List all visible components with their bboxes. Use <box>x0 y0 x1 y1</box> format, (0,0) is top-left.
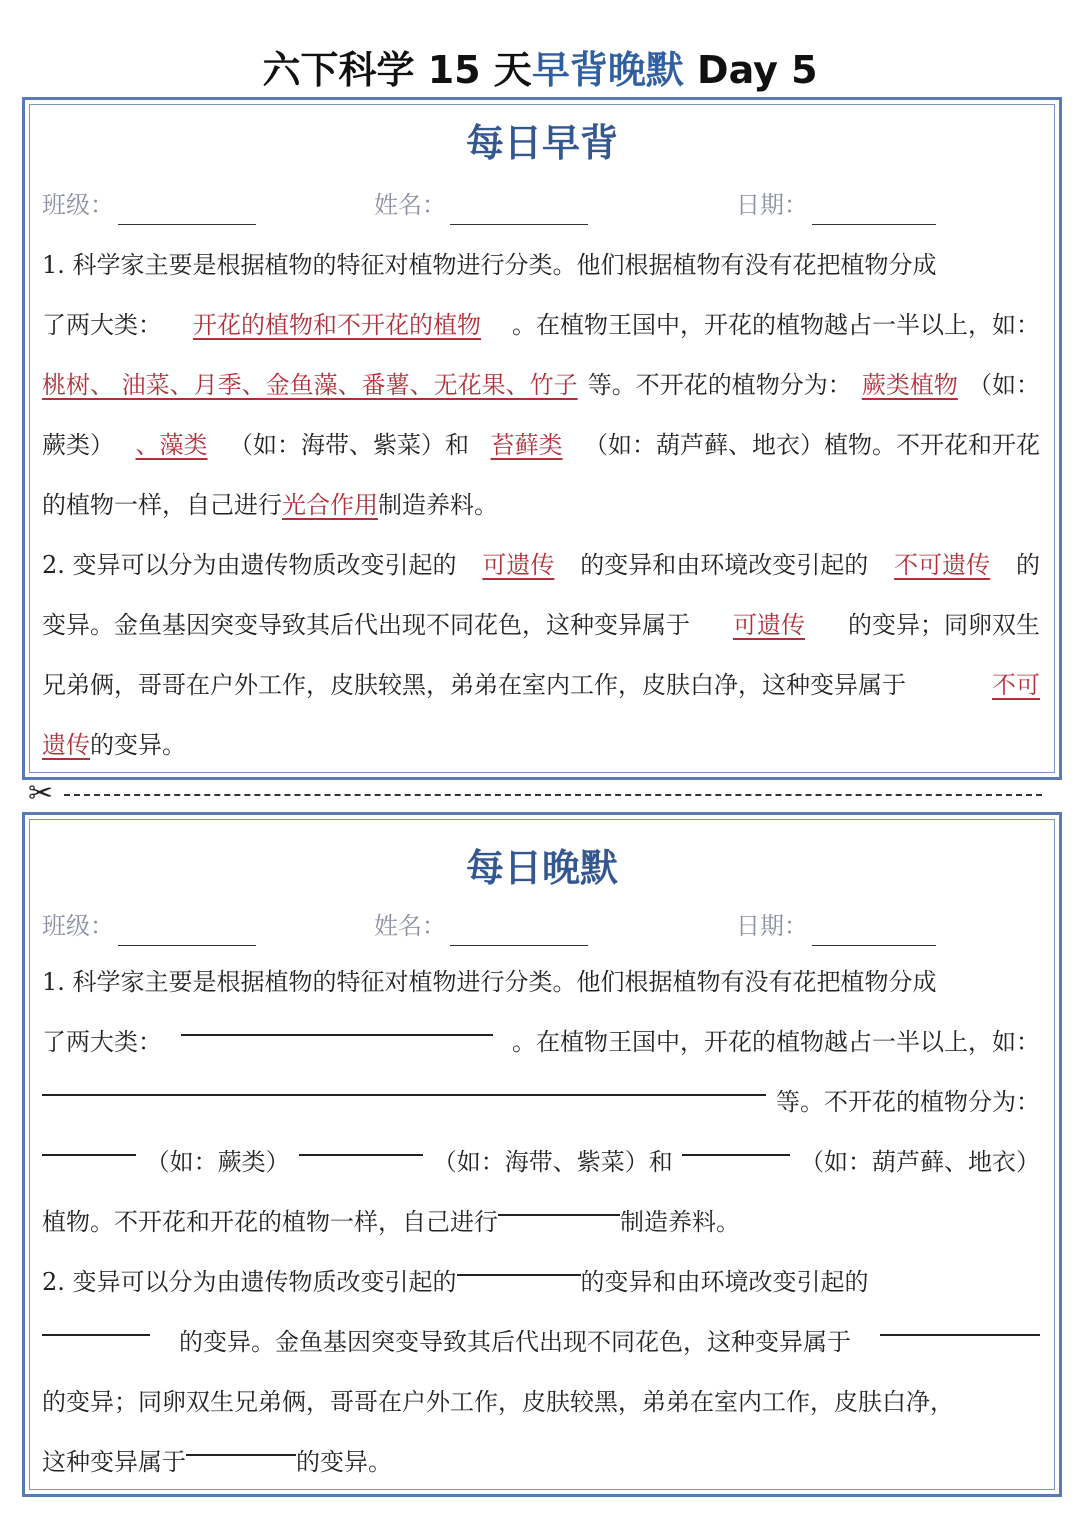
text-line: 2. 变异可以分为由遗传物质改变引起的 可遗传 的变异和由环境改变引起的 不可遗传 的 <box>42 535 1040 595</box>
answer-text: 可遗传 <box>482 551 555 579</box>
fill-blank[interactable] <box>42 1132 136 1156</box>
answer-text: 光合作用 <box>282 491 378 519</box>
answer-text: 不可遗传 <box>894 551 991 579</box>
fill-blank[interactable] <box>181 1012 493 1036</box>
title-prefix: 六下科学 15 天 <box>262 48 532 92</box>
evening-card-title: 每日晚默 <box>465 846 618 890</box>
dashed-divider <box>64 794 1042 796</box>
fill-blank[interactable] <box>299 1132 423 1156</box>
name-field: 姓名： <box>374 185 588 225</box>
text-line: 2. 变异可以分为由遗传物质改变引起的 的变异和由环境改变引起的 <box>42 1252 1040 1312</box>
fill-blank[interactable] <box>457 1252 581 1276</box>
text-line: （如：蕨类） （如：海带、紫菜）和 （如：葫芦藓、地衣） <box>42 1132 1040 1192</box>
answer-text: 、藻类 <box>135 431 208 459</box>
answer-text: 不可 <box>992 671 1040 699</box>
name-blank[interactable] <box>450 196 588 225</box>
fill-blank[interactable] <box>42 1072 766 1096</box>
morning-card-title: 每日早背 <box>465 121 618 165</box>
scissors-icon: ✂ <box>28 776 54 811</box>
text-line: 蕨类） 、藻类 （如：海带、紫菜）和 苔藓类 （如：葫芦藓、地衣）植物。不开花和开花 <box>42 415 1040 475</box>
evening-content <box>42 952 1040 1492</box>
text-line: 等。不开花的植物分为： <box>42 1072 1040 1132</box>
morning-recitation-card <box>22 97 1062 780</box>
evening-dictation-card <box>22 812 1062 1497</box>
fill-blank[interactable] <box>498 1192 620 1216</box>
date-field: 日期： <box>736 906 936 946</box>
name-field: 姓名： <box>374 906 588 946</box>
text-line: 这种变异属于 的变异。 <box>42 1432 1040 1492</box>
text-line: 了两大类： 开花的植物和不开花的植物 。在植物王国中，开花的植物越占一半以上，如： <box>42 295 1040 355</box>
text-line: 植物。不开花和开花的植物一样，自己进行 制造养料。 <box>42 1192 1040 1252</box>
fill-blank[interactable] <box>682 1132 790 1156</box>
text-line: 的变异。金鱼基因突变导致其后代出现不同花色，这种变异属于 <box>42 1312 1040 1372</box>
title-accent: 早背晚默 <box>531 48 684 92</box>
text-line: 了两大类： 。在植物王国中，开花的植物越占一半以上，如： <box>42 1012 1040 1072</box>
answer-text: 蕨类植物 <box>861 371 958 399</box>
page-title <box>0 42 1080 98</box>
morning-content <box>42 235 1040 775</box>
text-line: 1. 科学家主要是根据植物的特征对植物进行分类。他们根据植物有没有花把植物分成 <box>42 251 937 279</box>
date-blank[interactable] <box>812 917 936 946</box>
fill-blank[interactable] <box>880 1312 1040 1336</box>
class-field: 班级： <box>42 906 256 946</box>
class-field: 班级： <box>42 185 256 225</box>
text-line: 的植物一样，自己进行 光合作用 制造养料。 <box>42 475 1040 535</box>
text-line: 1. 科学家主要是根据植物的特征对植物进行分类。他们根据植物有没有花把植物分成 <box>42 968 937 996</box>
morning-info-row <box>42 185 1042 225</box>
fill-blank[interactable] <box>186 1432 296 1456</box>
answer-text: 开花的植物和不开花的植物 <box>193 311 481 339</box>
answer-text: 苔藓类 <box>490 431 563 459</box>
class-blank[interactable] <box>118 196 256 225</box>
fill-blank[interactable] <box>42 1312 150 1336</box>
text-line: 兄弟俩，哥哥在户外工作，皮肤较黑，弟弟在室内工作，皮肤白净，这种变异属于 不可 <box>42 655 1040 715</box>
name-blank[interactable] <box>450 917 588 946</box>
class-blank[interactable] <box>118 917 256 946</box>
text-line: 遗传 的变异。 <box>42 715 1040 775</box>
title-suffix: Day 5 <box>683 48 818 92</box>
text-line: 桃树、 油菜、月季、金鱼藻、番薯、无花果、竹子 等。不开花的植物分为： 蕨类植物 （如： <box>42 355 1040 415</box>
date-blank[interactable] <box>812 196 936 225</box>
answer-text: 遗传 <box>42 731 90 759</box>
text-line: 的变异；同卵双生兄弟俩，哥哥在户外工作，皮肤较黑，弟弟在室内工作，皮肤白净， <box>42 1388 954 1416</box>
date-field: 日期： <box>736 185 936 225</box>
cut-line <box>28 776 1048 811</box>
answer-text: 可遗传 <box>733 611 805 639</box>
evening-info-row <box>42 906 1042 946</box>
answer-text: 桃树、 油菜、月季、金鱼藻、番薯、无花果、竹子 <box>42 371 578 399</box>
text-line: 变异。金鱼基因突变导致其后代出现不同花色，这种变异属于 可遗传 的变异；同卵双生 <box>42 595 1040 655</box>
